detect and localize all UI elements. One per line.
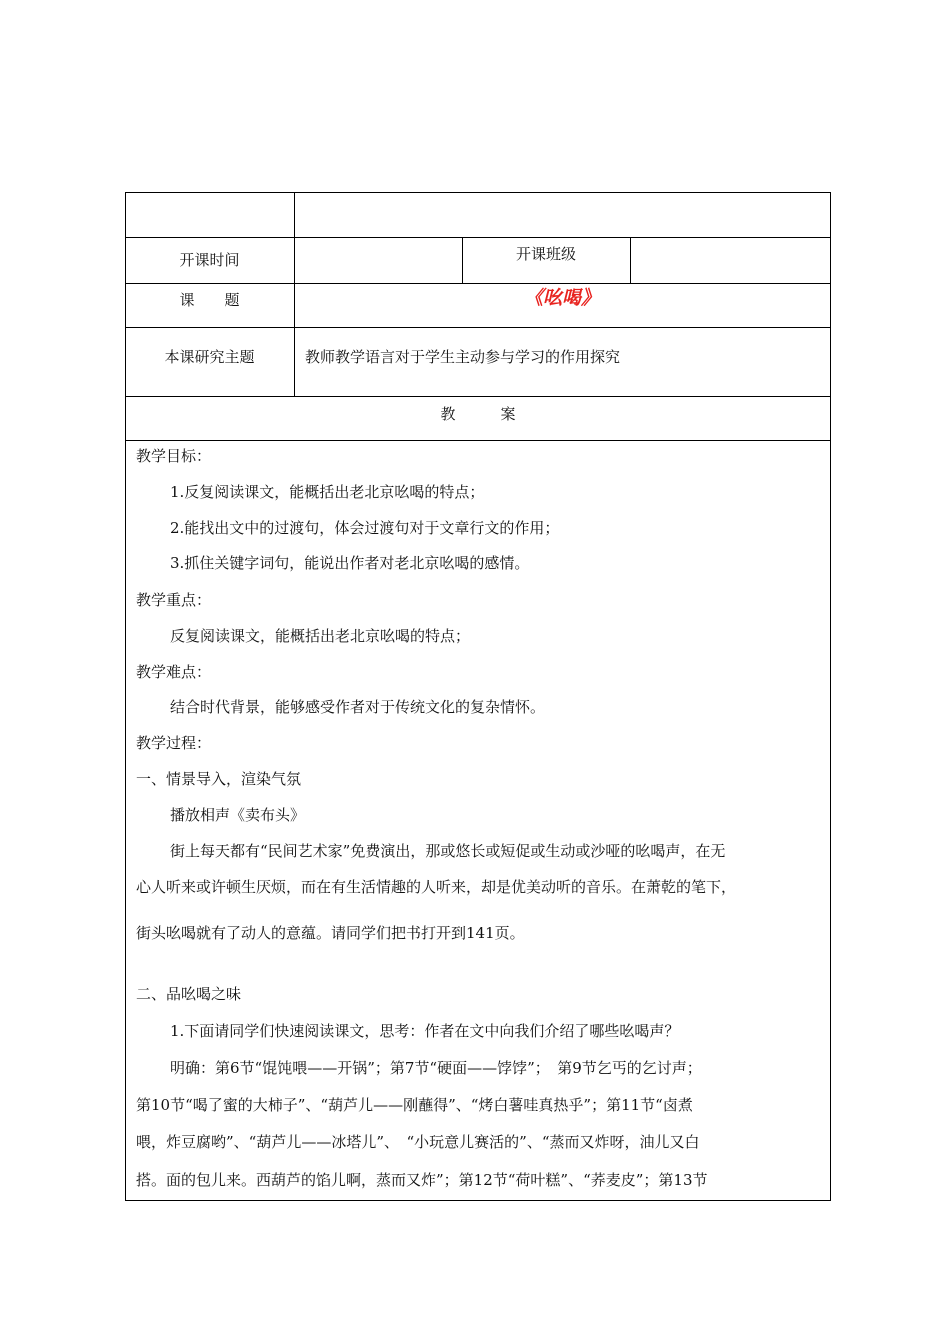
body-line: 街头吆喝就有了动人的意蕴。请同学们把书打开到141页。 <box>136 924 525 942</box>
lesson-plan-heading: 教 案 <box>440 405 516 423</box>
row-divider <box>125 327 831 328</box>
body-line: 明确：第6节“馄饨喂——开锅”；第7节“硬面——饽饽”； 第9节乞丐的乞讨声； <box>170 1059 702 1077</box>
row-divider <box>125 283 831 284</box>
research-topic-label: 本课研究主题 <box>164 348 255 366</box>
lesson-title: 《吆喝》 <box>523 287 600 309</box>
body-line: 第10节“喝了蜜的大柿子”、“葫芦儿——刚蘸得”、“烤白薯哇真热乎”；第11节“卤煮 <box>136 1096 693 1114</box>
body-line: 教学难点： <box>136 663 212 681</box>
body-line: 街上每天都有“民间艺术家”免费演出，那或悠长或短促或生动或沙哑的吆喝声，在无 <box>170 842 726 860</box>
course-time-label: 开课时间 <box>179 251 240 269</box>
body-line: 心人听来或许顿生厌烦，而在有生活情趣的人听来，却是优美动听的音乐。在萧乾的笔下， <box>136 878 737 896</box>
body-line: 教学重点： <box>136 591 212 609</box>
row-divider <box>125 237 831 238</box>
row-divider <box>125 440 831 441</box>
body-line: 搭。面的包儿来。西葫芦的馅儿啊，蒸而又炸”；第12节“荷叶糕”、“荞麦皮”；第13节 <box>136 1171 708 1189</box>
class-label: 开课班级 <box>515 245 576 263</box>
body-line: 反复阅读课文，能概括出老北京吆喝的特点； <box>170 627 471 645</box>
research-topic-value: 教师教学语言对于学生主动参与学习的作用探究 <box>305 348 621 366</box>
body-line: 1.反复阅读课文，能概括出老北京吆喝的特点； <box>170 483 485 501</box>
body-line: 3.抓住关键字词句，能说出作者对老北京吆喝的感情。 <box>170 554 530 572</box>
body-line: 一、情景导入，渲染气氛 <box>136 770 302 788</box>
body-line: 教学过程： <box>136 734 212 752</box>
body-line: 播放相声《卖布头》 <box>170 806 306 824</box>
body-line: 二、品吆喝之味 <box>136 985 242 1003</box>
body-line: 喂，炸豆腐哟”、“葫芦儿——冰塔儿”、 “小玩意儿赛活的”、“蒸而又炸呀，油儿又白 <box>136 1133 700 1151</box>
column-divider <box>630 237 631 283</box>
body-line: 1.下面请同学们快速阅读课文，思考：作者在文中向我们介绍了哪些吆喝声？ <box>170 1022 680 1040</box>
body-line: 结合时代背景，能够感受作者对于传统文化的复杂情怀。 <box>170 698 546 716</box>
row-divider <box>125 396 831 397</box>
topic-label: 课 题 <box>179 291 240 309</box>
body-line: 2.能找出文中的过渡句，体会过渡句对于文章行文的作用； <box>170 519 560 537</box>
body-line: 教学目标： <box>136 447 212 465</box>
